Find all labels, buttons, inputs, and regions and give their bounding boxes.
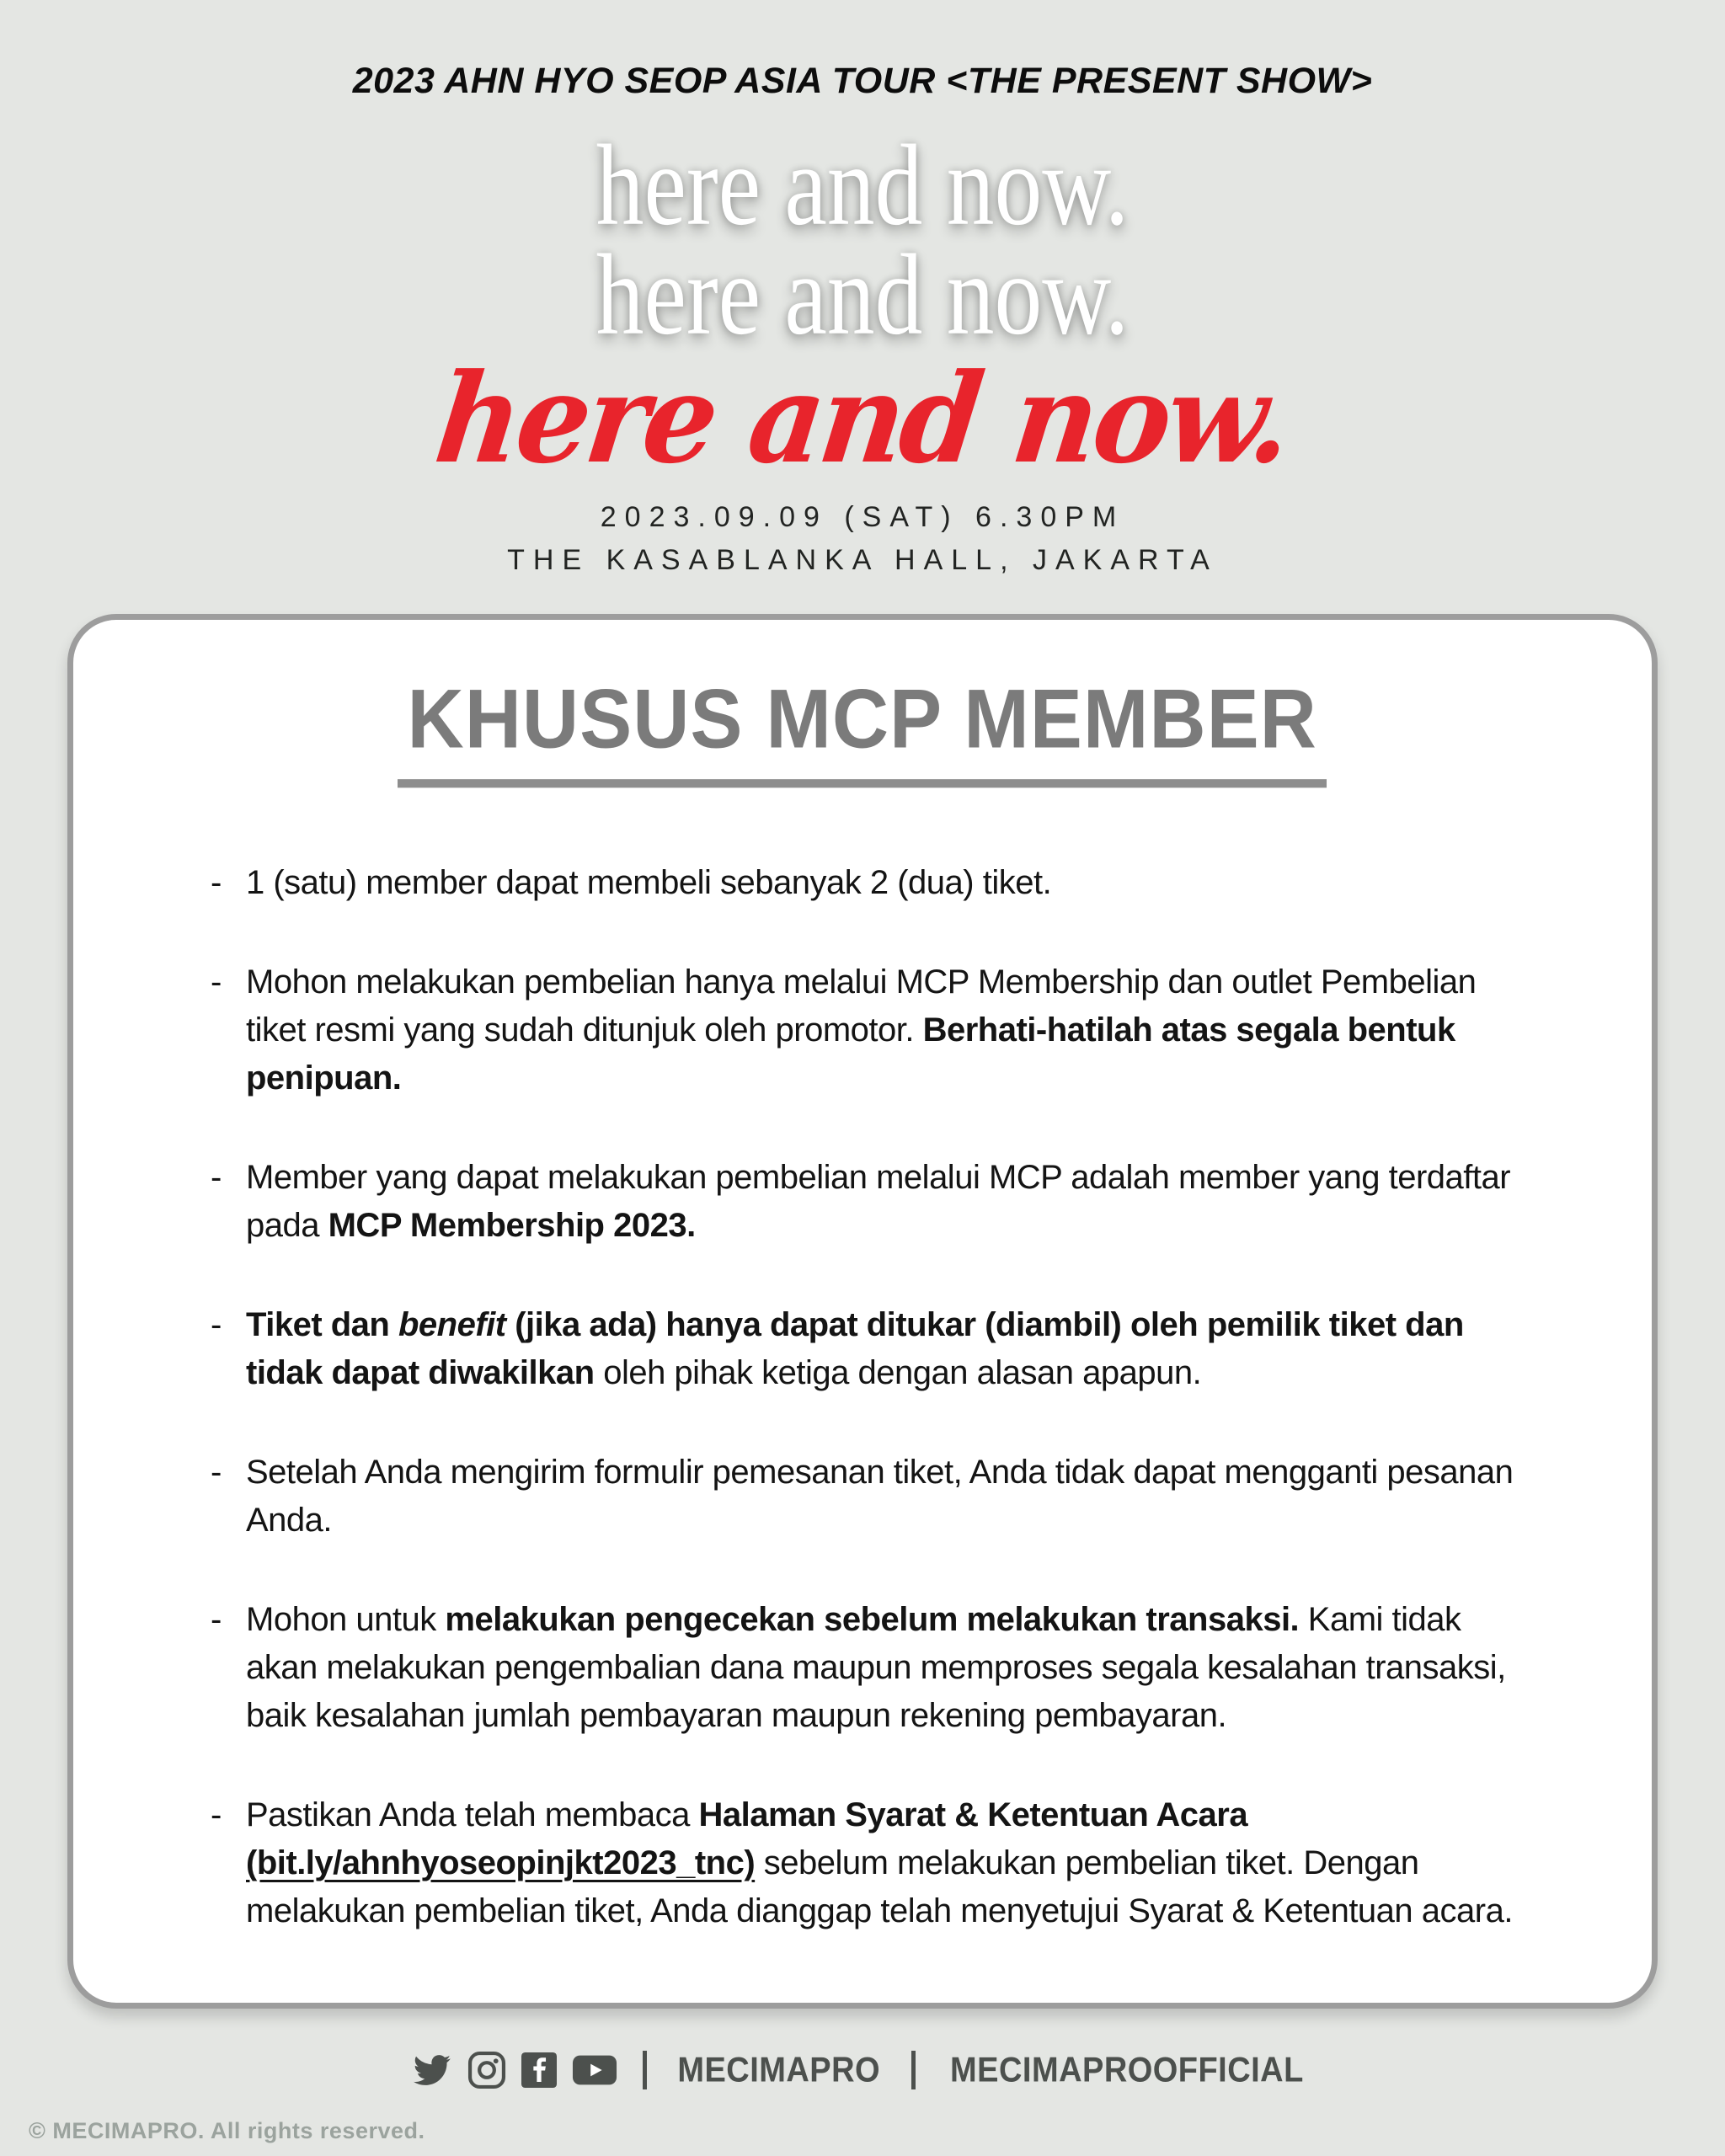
list-item — [206, 1154, 1519, 1250]
show-venue: THE KASABLANKA HALL, JAKARTA — [507, 544, 1218, 576]
text-segment: Member yang dapat melakukan pembelian melalui MCP adalah member yang terdaftar pada — [246, 1159, 1511, 1244]
logo-line-3: here and now. — [428, 347, 1297, 491]
page-title: KHUSUS MCP MEMBER — [398, 671, 1327, 788]
text-segment: Berhati-hatilah atas segala bentuk penipuan. — [246, 1011, 1455, 1097]
twitter-icon — [412, 2052, 452, 2089]
text-segment: Setelah Anda mengirim formulir pemesanan tiket, Anda tidak dapat mengganti pesanan Anda. — [246, 1454, 1514, 1539]
here-and-now-logo — [0, 120, 1725, 491]
separator — [911, 2051, 916, 2089]
notice-card — [67, 614, 1658, 2009]
footer-social-row — [0, 2051, 1725, 2089]
text-segment: Mohon untuk — [246, 1601, 446, 1638]
promoter-handle: MECIMAPRO — [677, 2050, 881, 2089]
tour-title: 2023 AHN HYO SEOP ASIA TOUR <THE PRESENT SHOW> — [352, 61, 1373, 101]
rules-list — [206, 859, 1519, 1935]
list-item — [206, 1301, 1519, 1397]
text-segment: sebelum melakukan pembelian tiket. Dengan melakukan pembelian tiket, Anda dianggap telah menyetujui Syarat & Ketentuan acara. — [246, 1844, 1513, 1929]
list-item — [206, 1596, 1519, 1740]
text-segment: Kami tidak akan melakukan pengembalian dana maupun memproses segala kesalahan transaksi, baik kesalahan jumlah pembayaran maupun rekening pembayaran. — [246, 1601, 1506, 1734]
list-item — [206, 958, 1519, 1102]
text-segment: benefit — [398, 1306, 506, 1343]
text-segment: MCP Membership 2023. — [328, 1207, 696, 1244]
youtube-icon — [572, 2052, 617, 2089]
text-segment: oleh pihak ketiga dengan alasan apapun. — [594, 1354, 1202, 1391]
facebook-icon — [521, 2052, 557, 2088]
logo-line-2: here and now. — [595, 230, 1130, 359]
text-segment: Mohon melakukan pembelian hanya melalui MCP Membership dan outlet Pembelian tiket resmi yang sudah ditunjuk oleh promotor. — [246, 963, 1477, 1049]
text-segment: Halaman Syarat & Ketentuan Acara — [698, 1796, 1248, 1833]
text-segment: Tiket dan — [246, 1306, 398, 1343]
instagram-icon — [467, 2051, 506, 2089]
list-item — [206, 859, 1519, 907]
official-handle: MECIMAPROOFFICIAL — [949, 2050, 1304, 2089]
copyright-note: © MECIMAPRO. All rights reserved. — [29, 2118, 425, 2143]
separator — [643, 2051, 647, 2089]
logo-line-1: here and now. — [595, 120, 1130, 249]
text-segment: Pastikan Anda telah membaca — [246, 1796, 699, 1833]
list-item — [206, 1791, 1519, 1935]
text-segment: melakukan pengecekan sebelum melakukan transaksi. — [445, 1601, 1300, 1638]
tnc-link-text: (bit.ly/ahnhyoseopinjkt2023_tnc) — [246, 1844, 756, 1881]
text-segment: 1 (satu) member dapat membeli sebanyak 2 (dua) tiket. — [246, 864, 1052, 901]
list-item — [206, 1449, 1519, 1545]
text-segment: (jika ada) hanya dapat ditukar (diambil) oleh pemilik tiket dan tidak dapat diwakilkan — [246, 1306, 1464, 1391]
show-datetime: 2023.09.09 (SAT) 6.30PM — [600, 501, 1125, 533]
